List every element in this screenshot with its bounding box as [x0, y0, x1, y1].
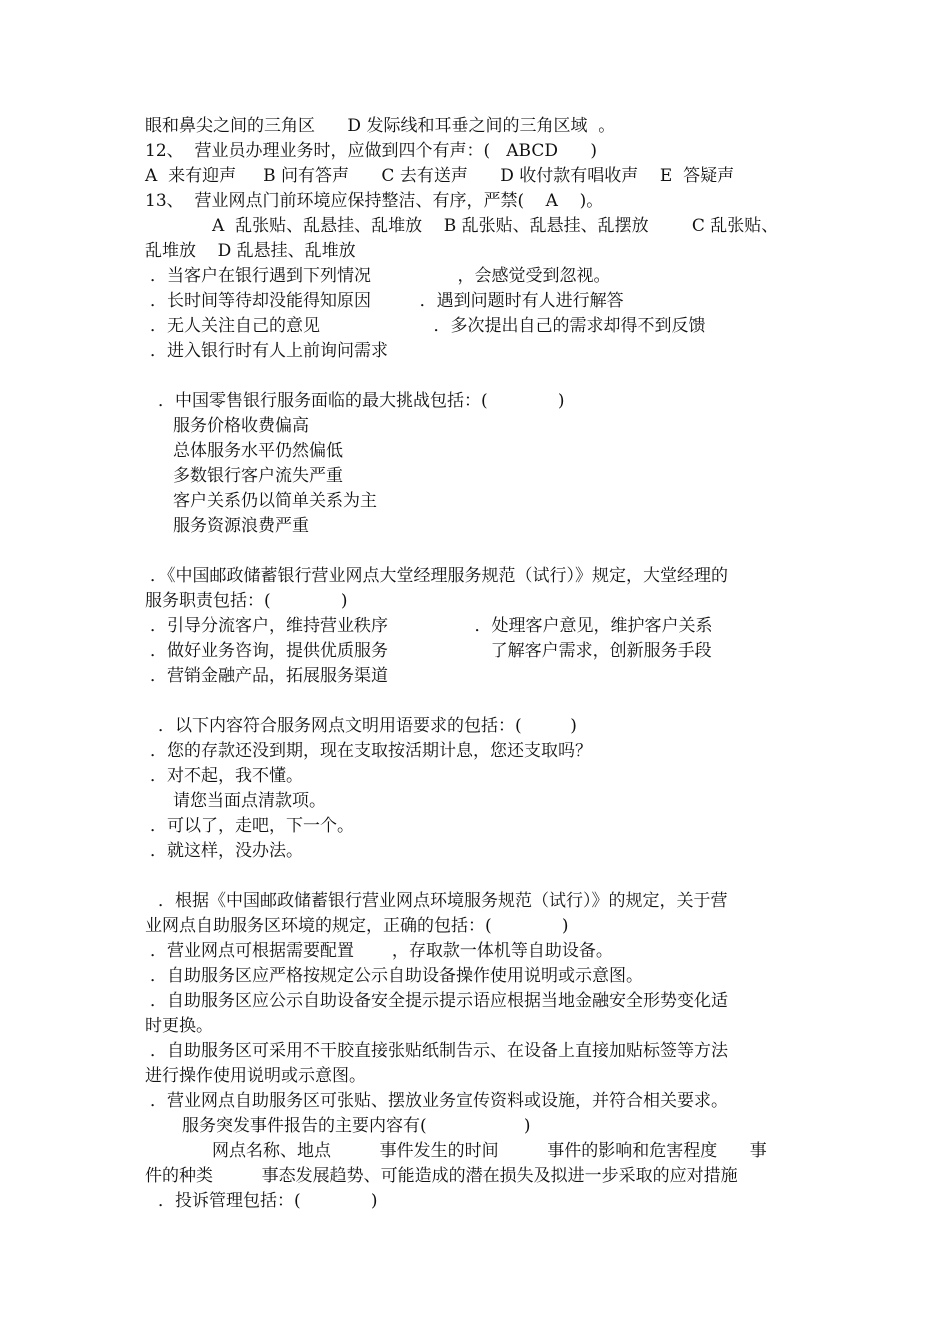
option-line: ．营业网点可根据需要配置 ，存取款一体机等自助设备。 [150, 941, 613, 961]
option-line: ．营业网点自助服务区可张贴、摆放业务宣传资料或设施，并符合相关要求。 [150, 1091, 728, 1111]
question-emergency-report: 服务突发事件报告的主要内容有( ) [182, 1116, 531, 1136]
option-line: ．自助服务区可采用不干胶直接张贴纸制告示、在设备上直接加贴标签等方法 [150, 1041, 728, 1061]
option-line: ．做好业务咨询，提供优质服务 了解客户需求，创新服务手段 [150, 641, 712, 661]
question-12: 12、 营业员办理业务时，应做到四个有声：( ABCD ) [145, 141, 598, 161]
option-line: 总体服务水平仍然偏低 [173, 441, 343, 461]
question-self-service: ．根据《中国邮政储蓄银行营业网点环境服务规范（试行）》的规定，关于营 [158, 891, 728, 911]
question-challenges: ．中国零售银行服务面临的最大挑战包括：( ) [158, 391, 565, 411]
option-line: ．您的存款还没到期，现在支取按活期计息，您还支取吗？ [150, 741, 592, 761]
option-line-cont: 时更换。 [145, 1016, 213, 1036]
option-line: 服务价格收费偏高 [173, 416, 309, 436]
question-13-options-cont: 乱堆放 D 乱悬挂、乱堆放 [145, 241, 356, 261]
question-13: 13、 营业网点门前环境应保持整洁、有序，严禁( A )。 [145, 191, 604, 211]
question-lobby-manager-cont: 服务职责包括：( ) [145, 591, 348, 611]
option-line: ．可以了，走吧，下一个。 [150, 816, 354, 836]
option-line: ．进入银行时有人上前询问需求 [150, 341, 388, 361]
option-line: ．无人关注自己的意见 ．多次提出自己的需求却得不到反馈 [150, 316, 706, 336]
question-self-service-cont: 业网点自助服务区环境的规定，正确的包括：( ) [145, 916, 569, 936]
option-line: ．引导分流客户，维持营业秩序 ．处理客户意见，维护客户关系 [150, 616, 713, 636]
option-line-cont: 件的种类 事态发展趋势、可能造成的潜在损失及拟进一步采取的应对措施 [145, 1166, 738, 1186]
text-line: 眼和鼻尖之间的三角区 D 发际线和耳垂之间的三角区域 。 [145, 116, 616, 136]
option-line-cont: 进行操作使用说明或示意图。 [145, 1066, 366, 1086]
option-line: ．自助服务区应公示自助设备安全提示提示语应根据当地金融安全形势变化适 [150, 991, 728, 1011]
option-line: 服务资源浪费严重 [173, 516, 309, 536]
option-line: ．营销金融产品，拓展服务渠道 [150, 666, 388, 686]
question-lobby-manager: ．《中国邮政储蓄银行营业网点大堂经理服务规范（试行）》规定，大堂经理的 [150, 566, 728, 586]
option-line: 请您当面点清款项。 [173, 791, 326, 811]
question-12-options: A 来有迎声 B 问有答声 C 去有送声 D 收付款有唱收声 E 答疑声 [145, 166, 735, 186]
option-line: 网点名称、地点 事件发生的时间 事件的影响和危害程度 事 [212, 1141, 767, 1161]
question-polite-language: ．以下内容符合服务网点文明用语要求的包括：( ) [158, 716, 577, 736]
question-complaint-management: ．投诉管理包括：( ) [158, 1191, 378, 1211]
question-ignored: ．当客户在银行遇到下列情况 ，会感觉受到忽视。 [150, 266, 611, 286]
option-line: ．就这样，没办法。 [150, 841, 303, 861]
option-line: ．对不起，我不懂。 [150, 766, 303, 786]
option-line: ．自助服务区应严格按规定公示自助设备操作使用说明或示意图。 [150, 966, 643, 986]
option-line: ．长时间等待却没能得知原因 ．遇到问题时有人进行解答 [150, 291, 624, 311]
option-line: 客户关系仍以简单关系为主 [173, 491, 377, 511]
question-13-options: A 乱张贴、乱悬挂、乱堆放 B 乱张贴、乱悬挂、乱摆放 C 乱张贴、 [212, 216, 779, 236]
option-line: 多数银行客户流失严重 [173, 466, 343, 486]
